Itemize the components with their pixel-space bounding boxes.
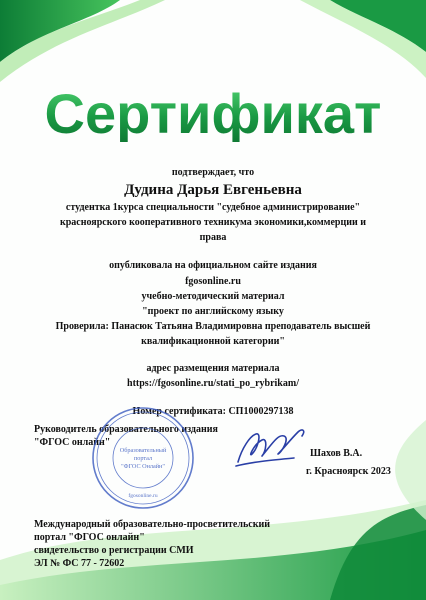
certificate-title: Сертификат: [0, 86, 426, 142]
head-line-1: Руководитель образовательного издания: [34, 424, 218, 435]
city-year: г. Красноярск 2023: [306, 466, 391, 477]
recipient-desc-3: права: [199, 232, 227, 243]
certificate-number: Номер сертификата: СП1000297138: [132, 406, 294, 417]
footer-line-2: портал "ФГОС онлайн": [34, 532, 145, 543]
footer-line-1: Международный образовательно-просветительский: [34, 519, 270, 530]
material-title: "проект по английскому языку: [142, 306, 284, 317]
confirms-text: подтверждает, что: [171, 167, 255, 178]
footer-line-3: свидетельство о регистрации СМИ: [34, 545, 194, 556]
recipient-desc-2: красноярского кооперативного техникума экономики,коммерции и: [59, 217, 367, 228]
stamp-text-2: портал: [133, 455, 153, 462]
stamp-site: fgosonline.ru: [128, 493, 158, 499]
footer-line-4: ЭЛ № ФС 77 - 72602: [34, 558, 125, 569]
site-name: fgosonline.ru: [185, 276, 241, 287]
signature: [232, 418, 312, 474]
address-url: https://fgosonline.ru/stati_po_rybrikam/: [127, 378, 299, 389]
signer-name: Шахов В.А.: [310, 448, 363, 459]
material-type: учебно-методический материал: [141, 291, 285, 302]
stamp-text-1: Образовательный: [119, 447, 167, 454]
recipient-name: Дудина Дарья Евгеньевна: [124, 182, 302, 198]
recipient-desc-1: студентка 1курса специальности "судебное администрирование": [65, 202, 361, 213]
published-line: опубликовала на официальном сайте издания: [109, 260, 317, 271]
checked-by-2: квалификационной категории": [141, 336, 285, 347]
checked-by-1: Проверила: Панасюк Татьяна Владимировна преподаватель высшей: [55, 321, 371, 332]
official-stamp: [90, 405, 196, 511]
address-label: адрес размещения материала: [146, 363, 280, 374]
stamp-text-3: "ФГОС Онлайн": [121, 463, 165, 470]
head-line-2: "ФГОС онлайн": [34, 437, 111, 448]
